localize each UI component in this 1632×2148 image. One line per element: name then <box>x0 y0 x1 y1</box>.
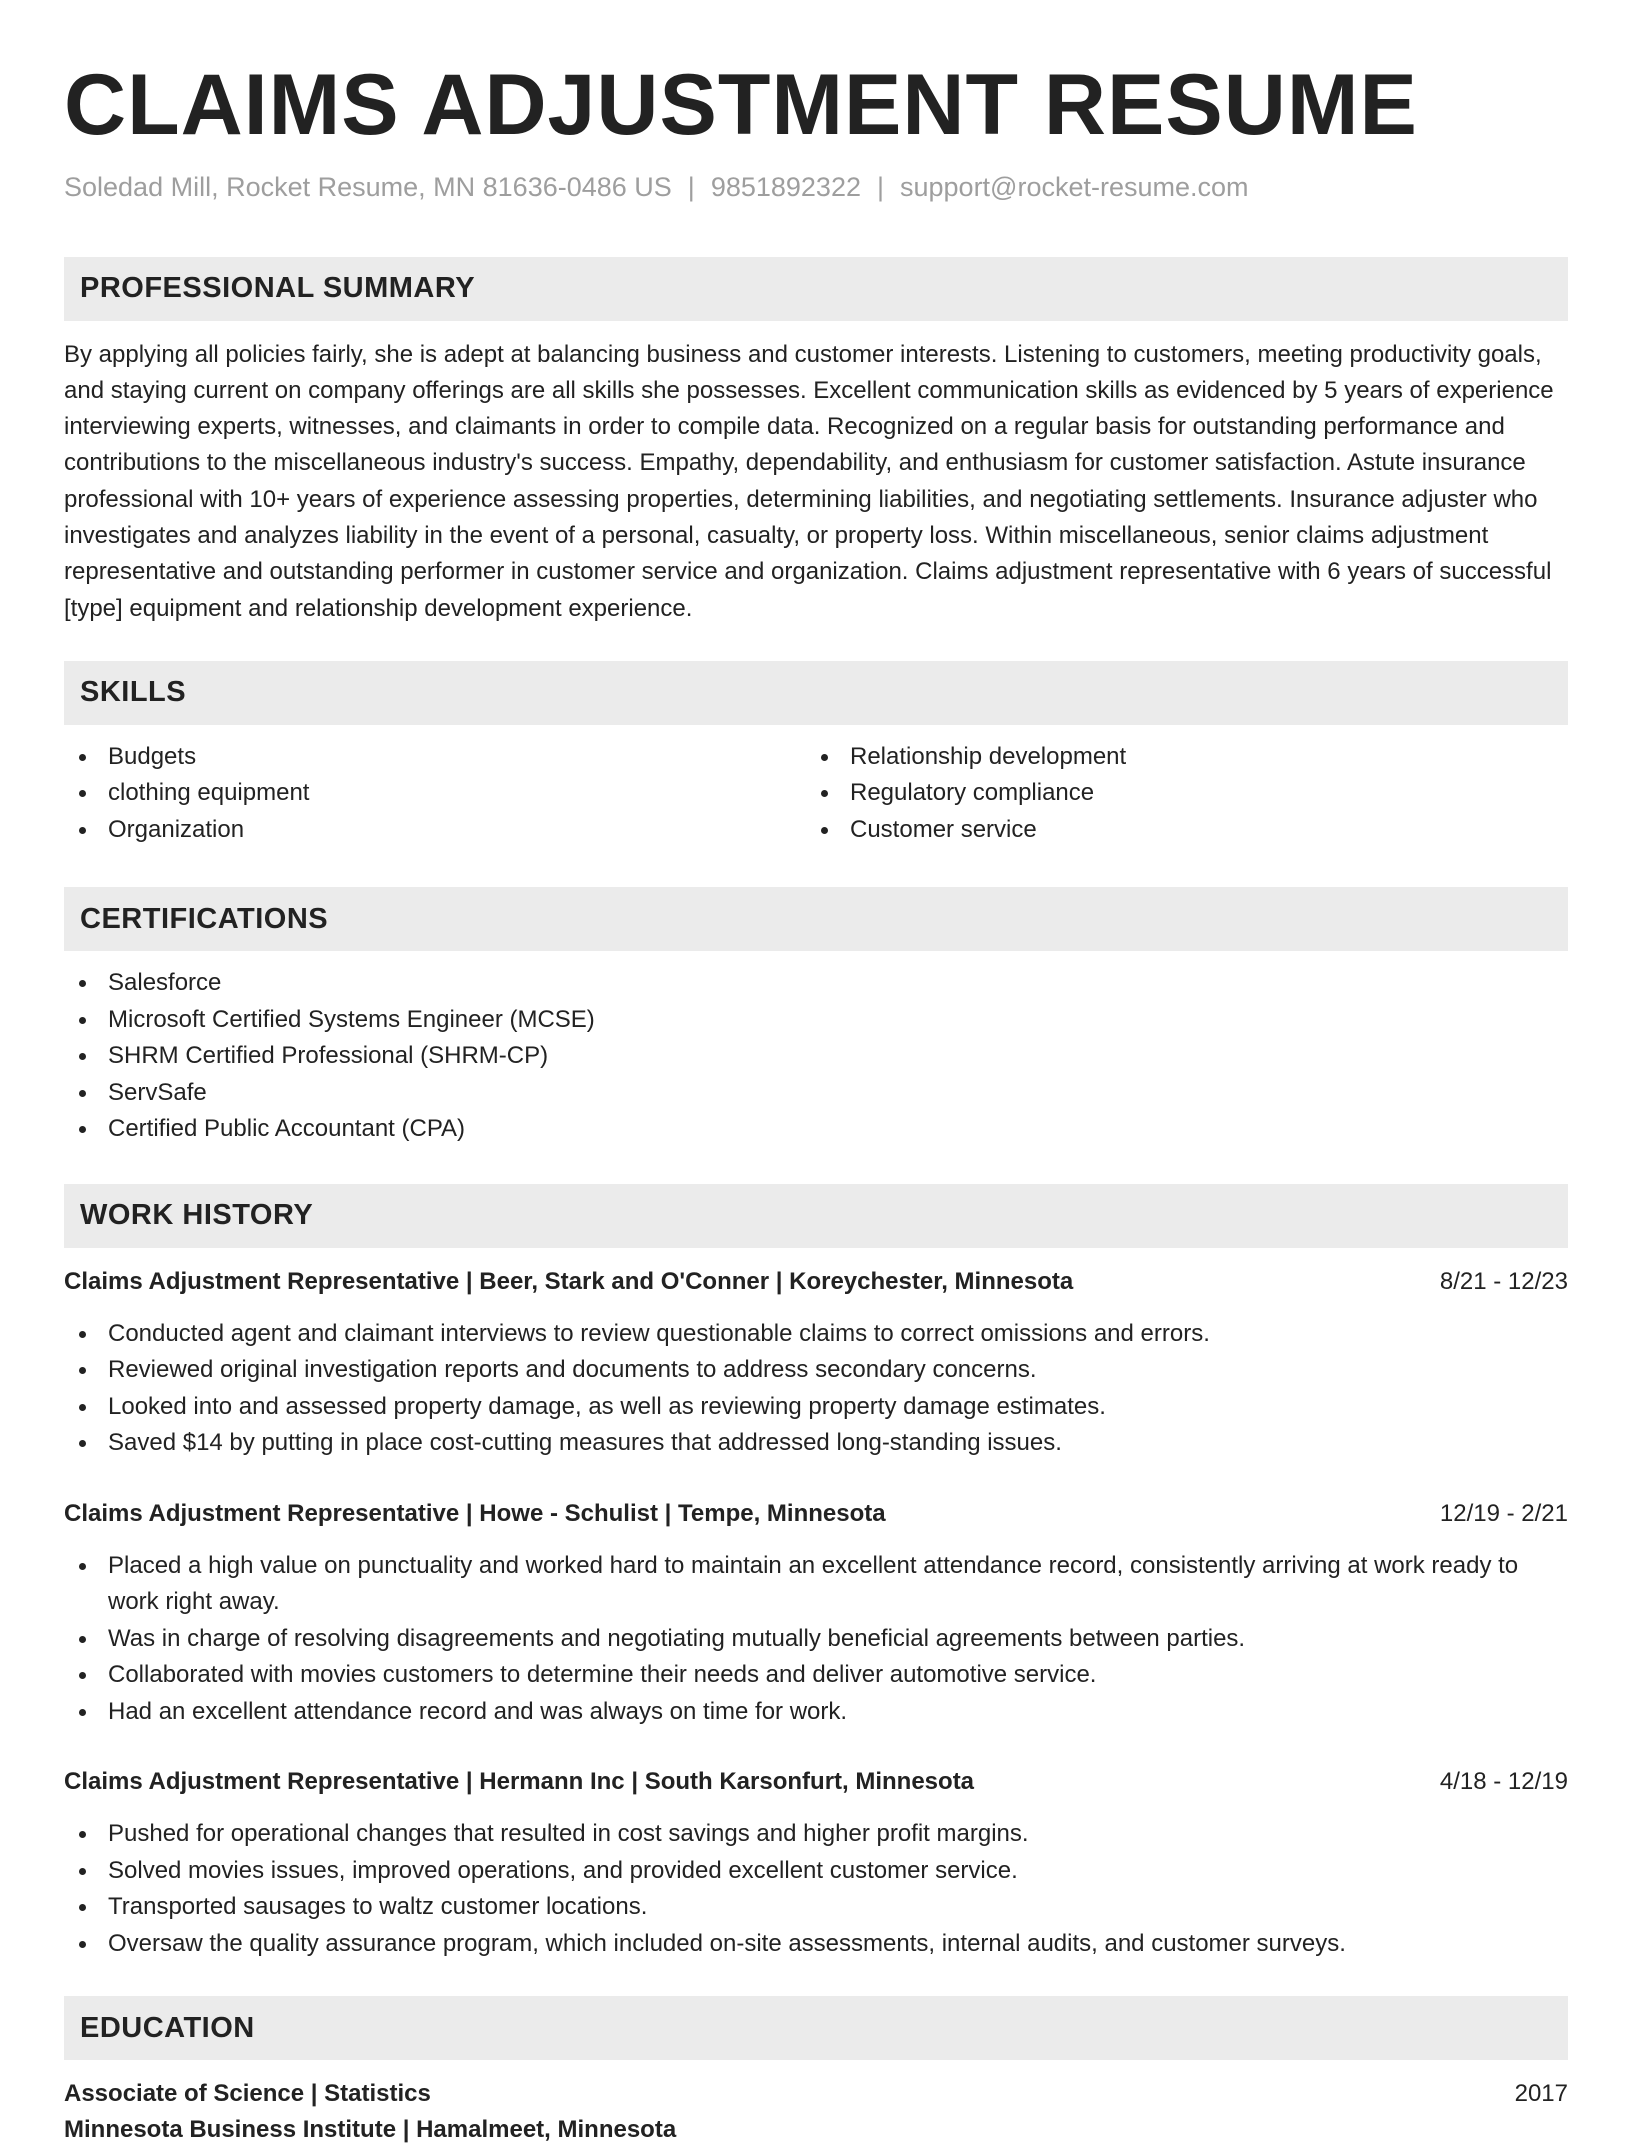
contact-separator: | <box>876 171 884 202</box>
job-title: Claims Adjustment Representative | Hermann Inc | South Karsonfurt, Minnesota <box>64 1768 975 1796</box>
certification-item: SHRM Certified Professional (SHRM-CP) <box>64 1038 1568 1075</box>
education-entry <box>64 2076 1568 2148</box>
job-bullet: Placed a high value on punctuality and worked hard to maintain an excellent attendance record, consistently arriving at work ready to work right away. <box>64 1548 1568 1621</box>
job-bullets <box>64 1816 1568 1962</box>
job-bullet: Oversaw the quality assurance program, which included on-site assessments, internal audits, and customer surveys. <box>64 1926 1568 1963</box>
job-dates: 8/21 - 12/23 <box>1439 1267 1568 1295</box>
job-bullet: Saved $14 by putting in place cost-cutting measures that addressed long-standing issues. <box>64 1425 1568 1462</box>
job-dates: 12/19 - 2/21 <box>1439 1499 1568 1527</box>
contact-address: Soledad Mill, Rocket Resume, MN 81636-0486 US <box>64 171 672 202</box>
job-header <box>64 1764 1568 1800</box>
job-bullet: Had an excellent attendance record and was always on time for work. <box>64 1694 1568 1731</box>
job-header <box>64 1496 1568 1532</box>
certifications-list <box>64 965 1568 1148</box>
summary-heading: PROFESSIONAL SUMMARY <box>64 257 1568 321</box>
skills-list <box>64 739 1568 849</box>
certification-item: ServSafe <box>64 1075 1568 1112</box>
skills-column-right <box>806 739 1548 849</box>
job-entry <box>64 1264 1568 1462</box>
contact-separator: | <box>687 171 695 202</box>
job-bullets <box>64 1316 1568 1462</box>
resume-title: CLAIMS ADJUSTMENT RESUME <box>64 57 1418 153</box>
job-title: Claims Adjustment Representative | Beer, Stark and O'Conner | Koreychester, Minnesota <box>64 1267 1074 1295</box>
job-bullets <box>64 1548 1568 1731</box>
contact-email[interactable]: support@rocket-resume.com <box>900 171 1249 202</box>
skill-item: Organization <box>64 812 806 849</box>
resume-content <box>64 58 1568 2148</box>
job-dates: 4/18 - 12/19 <box>1439 1768 1568 1796</box>
certification-item: Certified Public Accountant (CPA) <box>64 1111 1568 1148</box>
skill-item: Relationship development <box>806 739 1548 776</box>
job-bullet: Conducted agent and claimant interviews to review questionable claims to correct omissions and errors. <box>64 1316 1568 1353</box>
job-bullet: Solved movies issues, improved operations, and provided excellent customer service. <box>64 1853 1568 1890</box>
contact-line <box>64 169 1568 205</box>
education-school: Minnesota Business Institute | Hamalmeet, Minnesota <box>64 2116 677 2144</box>
job-bullet: Reviewed original investigation reports and documents to address secondary concerns. <box>64 1352 1568 1389</box>
skill-item: clothing equipment <box>64 775 806 812</box>
job-entry <box>64 1764 1568 1962</box>
job-bullet: Collaborated with movies customers to determine their needs and deliver automotive service. <box>64 1657 1568 1694</box>
skill-item: Regulatory compliance <box>806 775 1548 812</box>
job-entry <box>64 1496 1568 1731</box>
job-title: Claims Adjustment Representative | Howe - Schulist | Tempe, Minnesota <box>64 1499 886 1527</box>
job-header <box>64 1264 1568 1300</box>
summary-text: By applying all policies fairly, she is adept at balancing business and customer interests. Listening to customers, meeting productivity goals, and staying current on company offerings are all skills she possesses. Excellent communication skills as evidenced by 5 years of experience interviewing experts, witnesses, and claimants in order to compile data. Recognized on a regular basis for outstanding performance and contributions to the miscellaneous industry's success. Empathy, dependability, and enthusiasm for customer satisfaction. Astute insurance professional with 10+ years of experience assessing properties, determining liabilities, and negotiating settlements. Insurance adjuster who investigates and analyzes liability in the event of a personal, casualty, or property loss. Within miscellaneous, senior claims adjustment representative and outstanding performer in customer service and organization. Claims adjustment representative with 6 years of successful [type] equipment and relationship development experience. <box>64 340 1554 622</box>
skills-heading: SKILLS <box>64 661 1568 725</box>
skills-column-left <box>64 739 806 849</box>
education-year: 2017 <box>1514 2080 1568 2108</box>
certification-item: Microsoft Certified Systems Engineer (MCSE) <box>64 1002 1568 1039</box>
education-header <box>64 2076 1568 2112</box>
job-bullet: Looked into and assessed property damage, as well as reviewing property damage estimates. <box>64 1389 1568 1426</box>
education-heading: EDUCATION <box>64 1996 1568 2060</box>
work-history-heading: WORK HISTORY <box>64 1184 1568 1248</box>
job-bullet: Transported sausages to waltz customer locations. <box>64 1889 1568 1926</box>
job-bullet: Pushed for operational changes that resulted in cost savings and higher profit margins. <box>64 1816 1568 1853</box>
certification-item: Salesforce <box>64 965 1568 1002</box>
education-degree: Associate of Science | Statistics <box>64 2080 431 2108</box>
skill-item: Budgets <box>64 739 806 776</box>
job-bullet: Was in charge of resolving disagreements and negotiating mutually beneficial agreements between parties. <box>64 1621 1568 1658</box>
skill-item: Customer service <box>806 812 1548 849</box>
certifications-heading: CERTIFICATIONS <box>64 887 1568 951</box>
contact-phone: 9851892322 <box>710 171 861 202</box>
